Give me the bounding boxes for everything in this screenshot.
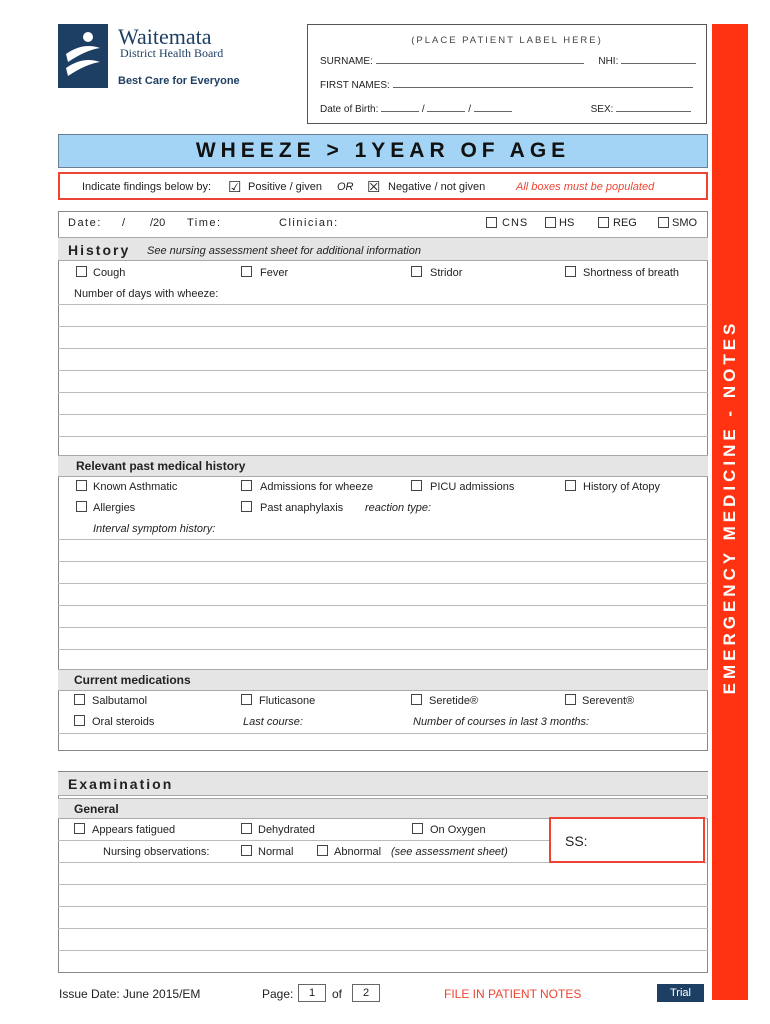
fatigued-label: Appears fatigued [92,824,176,836]
dob-year-field[interactable] [474,102,512,112]
stridor-label: Stridor [430,267,463,279]
note-line[interactable] [58,649,708,650]
checked-box-icon: ☑ [228,179,242,196]
dehydrated-checkbox[interactable] [241,823,252,834]
oral-steroids-checkbox[interactable] [74,715,85,726]
dob-separator: / [468,104,472,115]
stridor-checkbox[interactable] [411,266,422,277]
negative-legend: Negative / not given [388,181,486,193]
serevent-label: Serevent® [582,695,635,707]
role-hs-checkbox[interactable] [545,217,556,228]
time-label: Time: [187,217,222,229]
date-separator: / [122,217,126,229]
ss-box[interactable] [549,817,705,863]
logo-name: Waitemata [118,24,212,49]
examination-title: Examination [68,776,174,792]
salbutamol-label: Salbutamol [92,695,148,707]
reaction-type-label: reaction type: [365,502,432,514]
fever-label: Fever [260,267,289,279]
dob-day-field[interactable] [381,102,419,112]
note-line[interactable] [58,906,708,907]
indicate-prompt: Indicate findings below by: [82,181,212,193]
obs-normal-label: Normal [258,846,294,858]
note-line[interactable] [58,414,708,415]
sob-checkbox[interactable] [565,266,576,277]
obs-normal-checkbox[interactable] [241,845,252,856]
role-smo-label: SMO [672,217,698,229]
role-reg-checkbox[interactable] [598,217,609,228]
note-line[interactable] [58,605,708,606]
admissions-label: Admissions for wheeze [260,481,374,493]
serevent-checkbox[interactable] [565,694,576,705]
page-of: of [332,987,343,1001]
note-line[interactable] [58,392,708,393]
oral-steroids-label: Oral steroids [92,716,155,728]
note-line[interactable] [58,348,708,349]
atopy-label: History of Atopy [583,481,661,493]
surname-label: SURNAME: [320,56,373,67]
note-line[interactable] [58,928,708,929]
logo-tagline: Best Care for Everyone [118,75,240,87]
note-line[interactable] [58,950,708,951]
trial-badge: Trial [657,984,704,1002]
picu-checkbox[interactable] [411,480,422,491]
oxygen-label: On Oxygen [430,824,486,836]
side-strip-text: EMERGENCY MEDICINE - NOTES [720,319,739,695]
salbutamol-checkbox[interactable] [74,694,85,705]
obs-abnormal-label: Abnormal [334,846,382,858]
obs-abnormal-checkbox[interactable] [317,845,328,856]
first-names-field[interactable] [393,78,693,88]
fluticasone-checkbox[interactable] [241,694,252,705]
note-line[interactable] [58,627,708,628]
nursing-obs-label: Nursing observations: [103,846,210,858]
note-line[interactable] [58,733,708,734]
positive-legend: Positive / given [248,181,322,193]
page-label: Page: [262,987,294,1001]
dob-separator: / [421,104,425,115]
seretide-checkbox[interactable] [411,694,422,705]
medications-title: Current medications [74,673,191,687]
first-names-label: FIRST NAMES: [320,80,390,91]
history-note: See nursing assessment sheet for additional information [147,245,421,257]
oxygen-checkbox[interactable] [412,823,423,834]
cough-label: Cough [93,267,126,279]
clinician-label: Clinician: [279,217,339,229]
sex-label: SEX: [590,104,614,115]
general-title: General [74,802,119,816]
picu-label: PICU admissions [430,481,515,493]
dob-month-field[interactable] [427,102,465,112]
admissions-checkbox[interactable] [241,480,252,491]
note-line[interactable] [58,840,549,841]
role-cns-checkbox[interactable] [486,217,497,228]
note-line[interactable] [58,370,708,371]
issue-date: Issue Date: June 2015/EM [59,987,201,1001]
crossed-box-icon: ☒ [367,179,381,196]
note-line[interactable] [58,326,708,327]
indicate-findings-box [58,172,708,200]
fever-checkbox[interactable] [241,266,252,277]
sex-field[interactable] [616,102,691,112]
page-number: 1 [298,984,326,1002]
role-hs-label: HS [559,217,575,229]
file-note: FILE IN PATIENT NOTES [444,987,582,1001]
known-asthmatic-label: Known Asthmatic [93,481,178,493]
surname-field[interactable] [376,54,584,64]
courses-count-label: Number of courses in last 3 months: [413,716,590,728]
known-asthmatic-checkbox[interactable] [76,480,87,491]
nhi-field[interactable] [621,54,696,64]
note-line[interactable] [58,539,708,540]
note-line[interactable] [58,583,708,584]
history-title: History [68,242,131,258]
page-title: WHEEZE > 1YEAR OF AGE [58,134,708,168]
or-text: OR [337,181,354,193]
see-sheet-note: (see assessment sheet) [391,846,508,858]
general-header [58,798,708,819]
note-line[interactable] [58,436,708,437]
patient-label-box[interactable] [307,24,707,124]
cough-checkbox[interactable] [76,266,87,277]
days-wheeze-label: Number of days with wheeze: [74,288,219,300]
past-history-title: Relevant past medical history [76,459,246,473]
role-smo-checkbox[interactable] [658,217,669,228]
allergies-label: Allergies [93,502,136,514]
anaphylaxis-checkbox[interactable] [241,501,252,512]
note-line[interactable] [58,561,708,562]
ss-label: SS: [565,833,588,849]
role-cns-label: CNS [502,217,529,229]
nhi-label: NHI: [598,56,619,67]
atopy-checkbox[interactable] [565,480,576,491]
date-year: /20 [150,217,166,229]
last-course-label: Last course: [243,716,303,728]
role-reg-label: REG [613,217,637,229]
seretide-label: Seretide® [429,695,479,707]
patient-label-title: (PLACE PATIENT LABEL HERE) [411,35,603,46]
note-line[interactable] [58,884,708,885]
fluticasone-label: Fluticasone [259,695,316,707]
sob-label: Shortness of breath [583,267,680,279]
interval-history-label: Interval symptom history: [93,523,216,535]
page-total: 2 [352,984,380,1002]
dehydrated-label: Dehydrated [258,824,315,836]
anaphylaxis-label: Past anaphylaxis [260,502,344,514]
fatigued-checkbox[interactable] [74,823,85,834]
logo-emblem [58,24,108,88]
populate-note: All boxes must be populated [516,181,655,193]
logo-board: District Health Board [120,46,224,60]
dob-label: Date of Birth: [320,104,379,115]
date-label: Date: [68,217,102,229]
allergies-checkbox[interactable] [76,501,87,512]
note-line[interactable] [58,304,708,305]
